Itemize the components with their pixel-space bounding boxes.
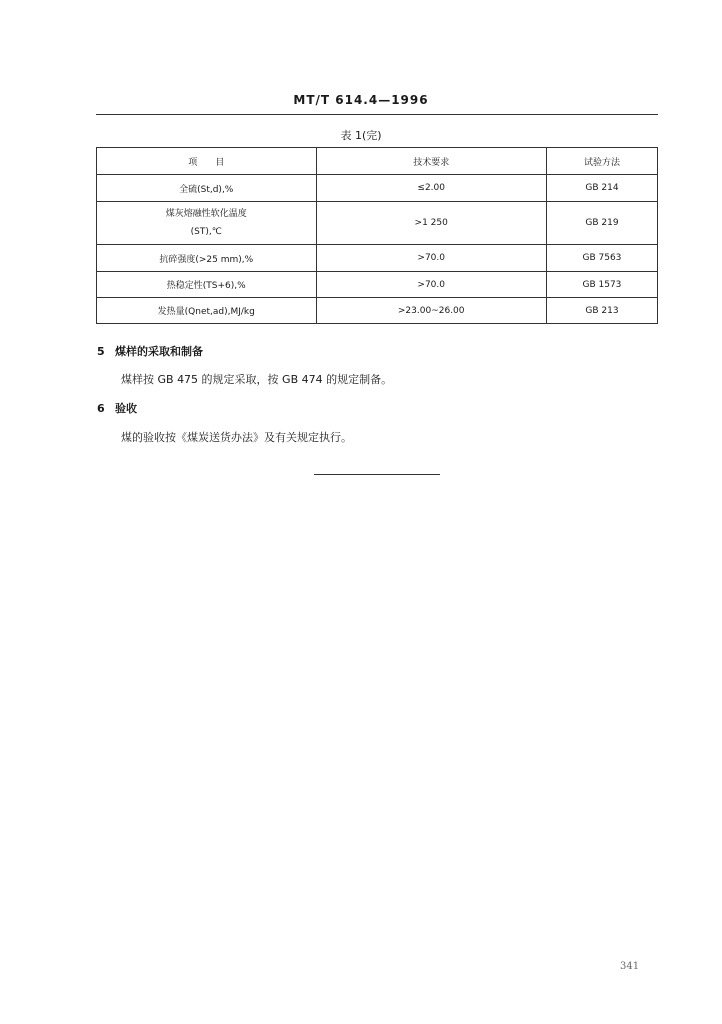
table-row [97,245,658,272]
table-row [97,175,658,202]
column-header-method: 试验方法 [546,148,657,175]
column-header-requirement: 技术要求 [316,148,546,175]
table-header-row [97,148,658,175]
page-number: 341 [620,961,640,972]
cell-item: 热稳定性(TS+6),% [97,272,317,298]
table-row [97,298,658,324]
cell-method: GB 7563 [546,245,657,272]
cell-requirement: >70.0 [316,245,546,272]
cell-requirement: >23.00~26.00 [316,298,546,324]
cell-method: GB 213 [546,298,657,324]
cell-item: 煤灰熔融性软化温度 (ST),℃ [97,202,317,245]
section-title: 验收 [115,402,137,415]
table-row [97,272,658,298]
section-number: 5 [97,345,105,358]
section-title: 煤样的采取和制备 [115,345,203,358]
cell-method: GB 219 [546,202,657,245]
column-header-item: 项 目 [97,148,317,175]
document-code: MT/T 614.4—1996 [293,93,429,107]
section-number: 6 [97,402,105,415]
section-body-5: 煤样按 GB 475 的规定采取，按 GB 474 的规定制备。 [121,373,393,386]
section-body-6: 煤的验收按《煤炭送货办法》及有关规定执行。 [121,431,352,444]
table-caption: 表 1(完) [340,129,382,142]
header-rule [96,114,658,115]
cell-item: 抗碎强度(>25 mm),% [97,245,317,272]
cell-item: 全硫(St,d),% [97,175,317,202]
section-heading-5 [97,343,203,359]
cell-item: 发热量(Qnet,ad),MJ/kg [97,298,317,324]
cell-requirement: >70.0 [316,272,546,298]
table-row [97,202,658,245]
cell-method: GB 1573 [546,272,657,298]
section-heading-6 [97,400,137,416]
spec-table [96,147,658,324]
cell-requirement: >1 250 [316,202,546,245]
cell-requirement: ≤2.00 [316,175,546,202]
cell-method: GB 214 [546,175,657,202]
end-rule [314,474,440,475]
